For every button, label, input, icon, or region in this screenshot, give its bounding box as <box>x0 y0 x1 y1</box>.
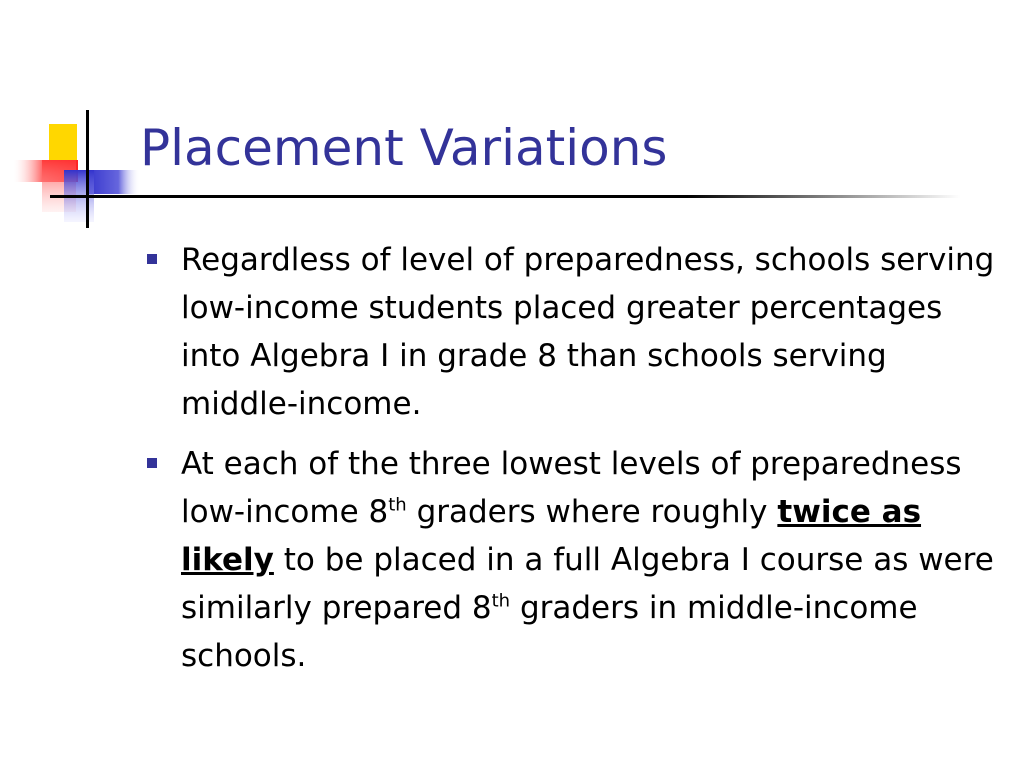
bullet-list <box>145 236 995 692</box>
logo-vertical-line <box>86 110 89 228</box>
bullet-item <box>145 236 995 428</box>
square-bullet-icon <box>147 458 157 468</box>
logo-blue-band <box>86 170 140 194</box>
ordinal-superscript: th <box>388 494 407 516</box>
bullet-text-segment: graders in middle-income schools. <box>181 590 918 674</box>
bullet-text-segment: to be placed in a full Algebra I course as were similarly prepared 8 <box>181 542 994 626</box>
template-logo-icon <box>0 100 140 240</box>
bullet-text: Regardless of level of preparedness, schools serving low-income students placed greater percentages into Algebra I in grade 8 than schools serving middle-income. <box>181 242 995 422</box>
bullet-text <box>181 440 995 680</box>
slide-title: Placement Variations <box>140 119 668 177</box>
bullet-text-segment: graders where roughly <box>406 494 778 530</box>
ordinal-superscript: th <box>491 590 511 612</box>
square-bullet-icon <box>147 254 157 264</box>
logo-yellow-square <box>49 124 77 162</box>
title-divider <box>50 195 960 198</box>
bullet-text-segment: At each of the three lowest levels of preparedness low-income 8 <box>181 446 962 530</box>
emphasized-phrase: twice as likely <box>181 494 922 578</box>
bullet-item <box>145 440 995 680</box>
